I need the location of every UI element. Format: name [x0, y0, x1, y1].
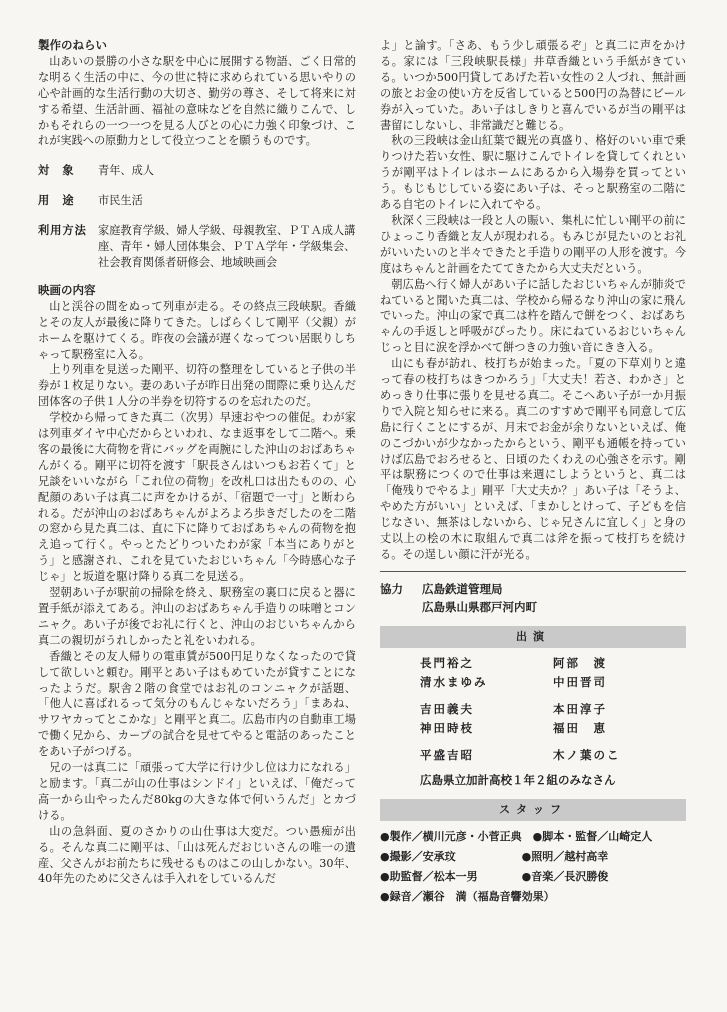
coop-org-2: 広島県山県郡戸河内町 — [422, 599, 537, 614]
story-paragraph: 山の急斜面、夏のさかりの山仕事は大変だ。つい愚痴が出る。そんな真二に剛平は、「山は死んだおじいさんの唯一の遺産、父さんがお前たちに残せるものはこの山しかない。30年、40年先のために父さんは手入れをしているんだ — [38, 824, 356, 886]
story-paragraph: 学校から帰ってきた真二（次男）早速おやつの催促。わが家は列車ダイヤ中心だからといわれ、なま返事をして二階へ。乗客の最後に大荷物を背にバッグを両腕にした沖山のおばあちゃんがくる。剛平に切符を渡す「駅長さんはいつもお若くて」と兄談をいいながら「これ位の荷物」を改札口は出たものの、心配顔のあい子は真二に声をかけるが、「宿題で一寸」と断わられる。だが沖山のおばあちゃんがよろよろ歩きだしたのを二階の窓から見た真二は、直に下に降りておばあちゃんの荷物を抱え追って行く。やっとたどりついたわが家「本当にありがとう」と感謝され、これを見ていたおじいちゃん「今時感心な子じゃ」と坂道を駆け降りる真二を見送る。 — [38, 411, 356, 584]
target-row — [38, 163, 356, 179]
story-paragraph: 秋深く三段峡は一段と人の賑い、集札に忙しい剛平の前にひょっこり香織と友人が現われる。もみじが見たいのとお礼がいいたいのと半々できたと手造りの剛平の人形を渡す。今度はちゃんと計画をたててきたから大丈夫だという。 — [380, 213, 686, 275]
use-value: 市民生活 — [98, 194, 143, 208]
story-paragraph: 山と渓谷の間をぬって列車が走る。その終点三段峡駅。香織とその友人が最後に降りてきた。しばらくして剛平（父親）がホームを駆けてくる。昨夜の会議が遅くなってつい居眠りしちゃって駅務室に入る。 — [38, 299, 356, 361]
cast-name: 清水まゆみ — [420, 674, 488, 689]
story-paragraph: 香織とその友人帰りの電車賃が500円足りなくなったので貸して欲しいと頼む。剛平とあい子はもめていたが貸すことになったようだ。駅舎２階の食堂ではお礼のコンニャクが話題、「他人に喜ばれるって気分のもんじゃないだろう」「まあね、サワヤカってとこかな」と剛平と真二。広島市内の自動車工場で働く兄から、カープの試合を見せてやると電話のあったことをあい子がつげる。 — [38, 649, 356, 759]
cooperation-block — [380, 580, 686, 616]
cast-name: 吉田義夫 — [420, 701, 474, 716]
story-paragraph: 翌朝あい子が駅前の掃除を終え、駅務室の裏口に戻ると器に置手紙が添えてある。沖山のおばあちゃん手造りの味噌とコンニャク。あい子が後でお礼に行くと、沖山のおじいちゃんから真二の親切がうれしかったと礼をいわれる。 — [38, 586, 356, 647]
cast-heading: 出演 — [380, 626, 686, 648]
cast-name: 中田晋司 — [553, 674, 607, 689]
staff-line: ●製作／横川元彦・小菅正典 ●脚本・監督／山崎定人 — [380, 829, 653, 843]
method-row — [38, 223, 356, 271]
cast-name: 阿部 渡 — [553, 655, 607, 670]
story-paragraph: 山にも春が訪れ、枝打ちが始まった。「夏の下草刈りと違って春の枝打ちはきつかろう」「大丈夫！若さ、わかさ」とめっきり仕事に張りを見せる真二。そこへあい子が一か月振りで入院と知らせに来る。真二のすすめで剛平も同意して広島に行くことにするが、月末でお金が余りないといえば、俺のこづかいが少なかったからという、剛平も通帳を持っていけば広島でおろせると、日頃のたくわえの心強さを示す。剛平は駅務につくので仕事は来週にしようというと、真二は「俺残りでやるよ」剛平「大丈夫か？」あい子は「そうよ、やめた方がいい」といえば、「まかしとけって、子どもを信じなさい、無茶はしないから、じゃ兄さんに宜しく」と身の丈以上の桧の木に取組んで真二は斧を振って枝打ちを続ける。その逞しい顔に汗が光る。 — [380, 357, 686, 561]
content-heading: 映画の内容 — [38, 282, 96, 297]
target-value: 青年、成人 — [98, 164, 154, 178]
story-paragraph: 秋の三段峡は金山紅葉で観光の真盛り、格好のいい車で乗りつけた若い女性、駅に駆けこんでトイレを貸してくれというが剛平はトイレはホームにあるから入場券を買ってという。もじもじしている姿にあい子は、そっと駅務室の二階にある自宅のトイレに入れてやる。 — [380, 134, 686, 212]
staff-line: ●助監督／松本一男 ●音楽／長沢勝俊 — [380, 869, 609, 883]
cast-school: 広島県立加計高校１年２組のみなさん — [420, 772, 616, 787]
method-value: 家庭教育学級、婦人学級、母親教室、ＰＴＡ成人講座、青年・婦人団体集会、ＰＴＡ学年・学級集会、社会教育関係者研修会、地域映画会 — [98, 224, 356, 269]
staff-heading: スタッフ — [380, 799, 686, 821]
staff-line: ●録音／瀬谷 満（福島音響効果） — [380, 889, 555, 903]
aim-heading: 製作のねらい — [38, 38, 107, 52]
divider — [380, 571, 686, 572]
cast-name: 木ノ葉のこ — [553, 747, 621, 762]
story-paragraph: よ」と論す。「さあ、もう少し頑張るぞ」と真二に声をかける。家には「三段峡駅長様」井草香織という手紙がきている。いつか500円貸してあげた若い女性の２人づれ、無計画の旅とお金の使い方を反省していると500円の為替にビール券が入っていた。あい子はしきりと喜んでいるが当の剛平は書留にしないし、非常識だと難じる。 — [380, 39, 686, 132]
cast-name: 福田 恵 — [553, 720, 607, 735]
aim-text: 山あいの景勝の小さな駅を中心に展開する物語、ごく日常的な明るく生活の中に、今の世に特に求められている思いやりの心や計画的な生活行動の大切さ、勤労の尊さ、そして将来に対する希望、生活計画、福祉の意味などを自然に織りこんで、しかもそれらの一つ一つを見る人びとの心に力強く印象づけ、これが実践への原動力として役立つことを願うものです。 — [38, 54, 356, 148]
cast-name: 平盛吉昭 — [420, 747, 474, 762]
target-label: 対 象 — [38, 164, 75, 178]
staff-line: ●撮影／安承玟 ●照明／越村高幸 — [380, 849, 609, 863]
cast-name: 神田時枝 — [420, 720, 474, 735]
staff-list — [380, 827, 686, 907]
cast-list — [380, 654, 686, 765]
story-paragraph: 兄の一は真二に「頑張って大学に行け少し位は力になれる」と励ます。「真二が山の仕事はシンドイ」といえば、「俺だって高一から山やったんだ80kgの大きな体で何いうんだ」とカづける。 — [38, 761, 356, 822]
coop-org-1: 広島鉄道管理局 — [422, 581, 503, 596]
story-paragraph: 上り列車を見送った剛平、切符の整理をしていると子供の半券が１枚足りない。妻のあい子が昨日出発の間際に乗り込んだ団体客の子供１人分の半券を切符するのを忘れたのだ。 — [38, 363, 356, 409]
right-column — [380, 38, 686, 907]
method-label: 利用方法 — [38, 224, 87, 238]
cast-name: 本田淳子 — [553, 701, 607, 716]
coop-label: 協力 — [380, 581, 403, 596]
use-row — [38, 193, 356, 209]
left-column — [38, 38, 356, 887]
cast-name: 長門裕之 — [420, 655, 474, 670]
story-paragraph: 朝広島へ行く婦人があい子に話したおじいちゃんが肺炎でねていると聞いた真二は、学校から帰るなり沖山の家に飛んでいった。沖山の家で真二は杵を踏んで餅をつく、おばあちゃんの手返しと呼吸がぴったり。床にねているおじいちゃんじっと目に涙を浮かべて餅つきの力強い音にきき入る。 — [380, 277, 686, 355]
use-label: 用 途 — [38, 194, 75, 208]
